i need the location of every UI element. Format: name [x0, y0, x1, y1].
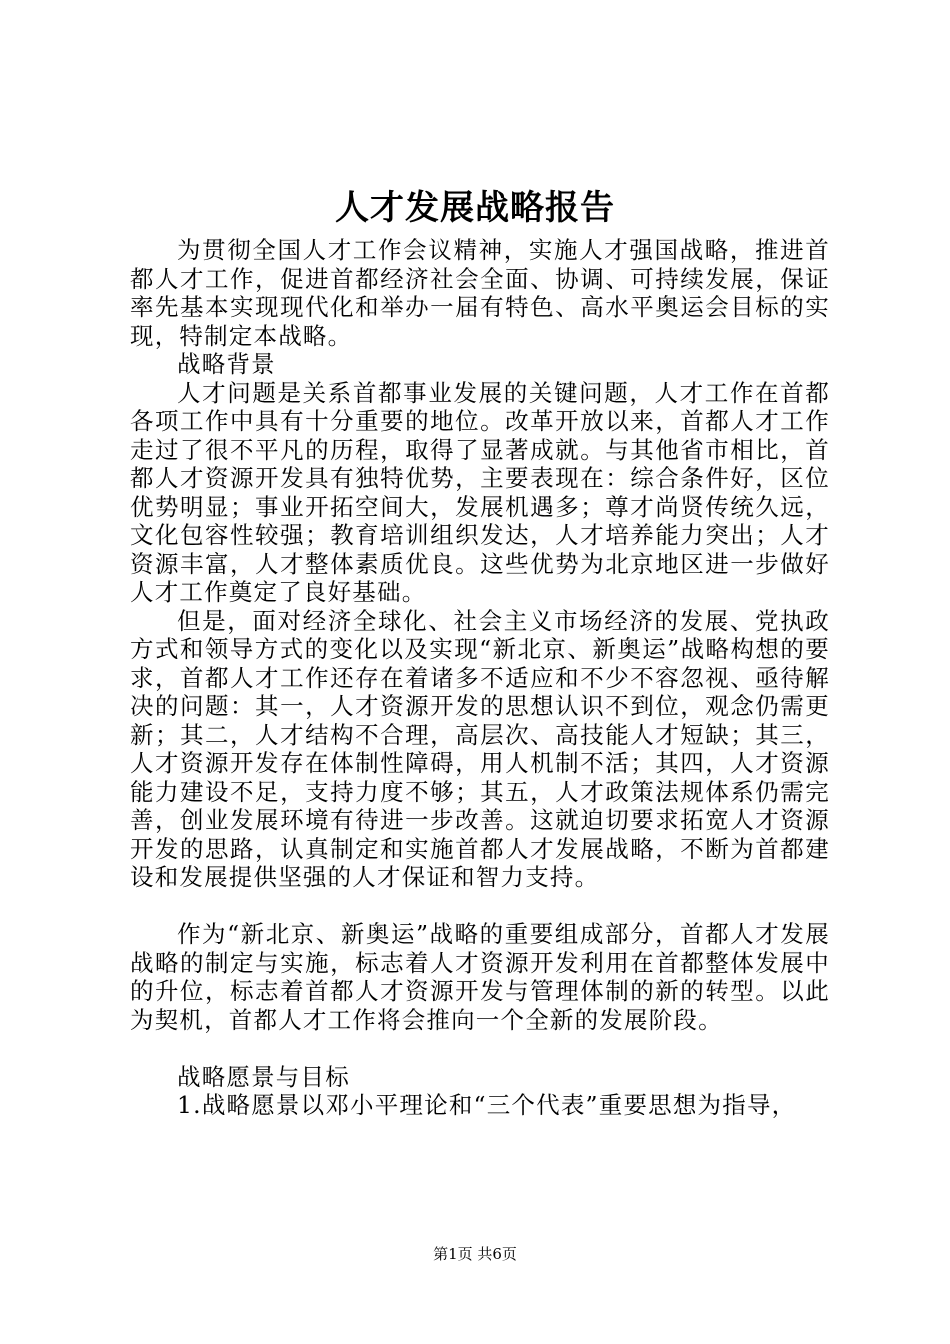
vision-paragraph-1: 1.战略愿景以邓小平理论和“三个代表”重要思想为指导，: [177, 1091, 797, 1119]
paragraph-spacer: [130, 892, 830, 921]
background-paragraph-2: 但是，面对经济全球化、社会主义市场经济的发展、党执政方式和领导方式的变化以及实现“新北京、新奥运”战略构想的要求，首都人才工作还存在着诸多不适应和不少不容忽视、亟待解决的问题：其一，人才资源开发的思想认识不到位，观念仍需更新；其二，人才结构不合理，高层次、高技能人才短缺；其三，人才资源开发存在体制性障碍，用人机制不活；其四，人才资源能力建设不足，支持力度不够；其五，人才政策法规体系仍需完善，创业发展环境有待进一步改善。这就迫切要求拓宽人才资源开发的思路，认真制定和实施首都人才发展战略，不断为首都建设和发展提供坚强的人才保证和智力支持。: [130, 606, 830, 891]
intro-paragraph: 为贯彻全国人才工作会议精神，实施人才强国战略，推进首都人才工作，促进首都经济社会全面、协调、可持续发展，保证率先基本实现现代化和举办一届有特色、高水平奥运会目标的实现，特制定本战略。: [130, 236, 830, 350]
section-heading-background: 战略背景: [177, 350, 276, 378]
background-paragraph-1: 人才问题是关系首都事业发展的关键问题，人才工作在首都各项工作中具有十分重要的地位。改革开放以来，首都人才工作走过了很不平凡的历程，取得了显著成就。与其他省市相比，首都人才资源开发具有独特优势，主要表现在：综合条件好，区位优势明显；事业开拓空间大，发展机遇多；尊才尚贤传统久远，文化包容性较强；教育培训组织发达，人才培养能力突出；人才资源丰富，人才整体素质优良。这些优势为北京地区进一步做好人才工作奠定了良好基础。: [130, 378, 830, 606]
paragraph-spacer: [130, 1034, 830, 1063]
background-paragraph-3: 作为“新北京、新奥运”战略的重要组成部分，首都人才发展战略的制定与实施，标志着人才资源开发利用在首都整体发展中的升位，标志着首都人才资源开发与管理体制的新的转型。以此为契机，首都人才工作将会推向一个全新的发展阶段。: [130, 920, 830, 1034]
page-footer: 第1页 共6页: [433, 1245, 517, 1263]
document-title: 人才发展战略报告: [335, 188, 615, 228]
document-body: [130, 236, 830, 1120]
section-heading-vision: 战略愿景与目标: [177, 1062, 350, 1091]
